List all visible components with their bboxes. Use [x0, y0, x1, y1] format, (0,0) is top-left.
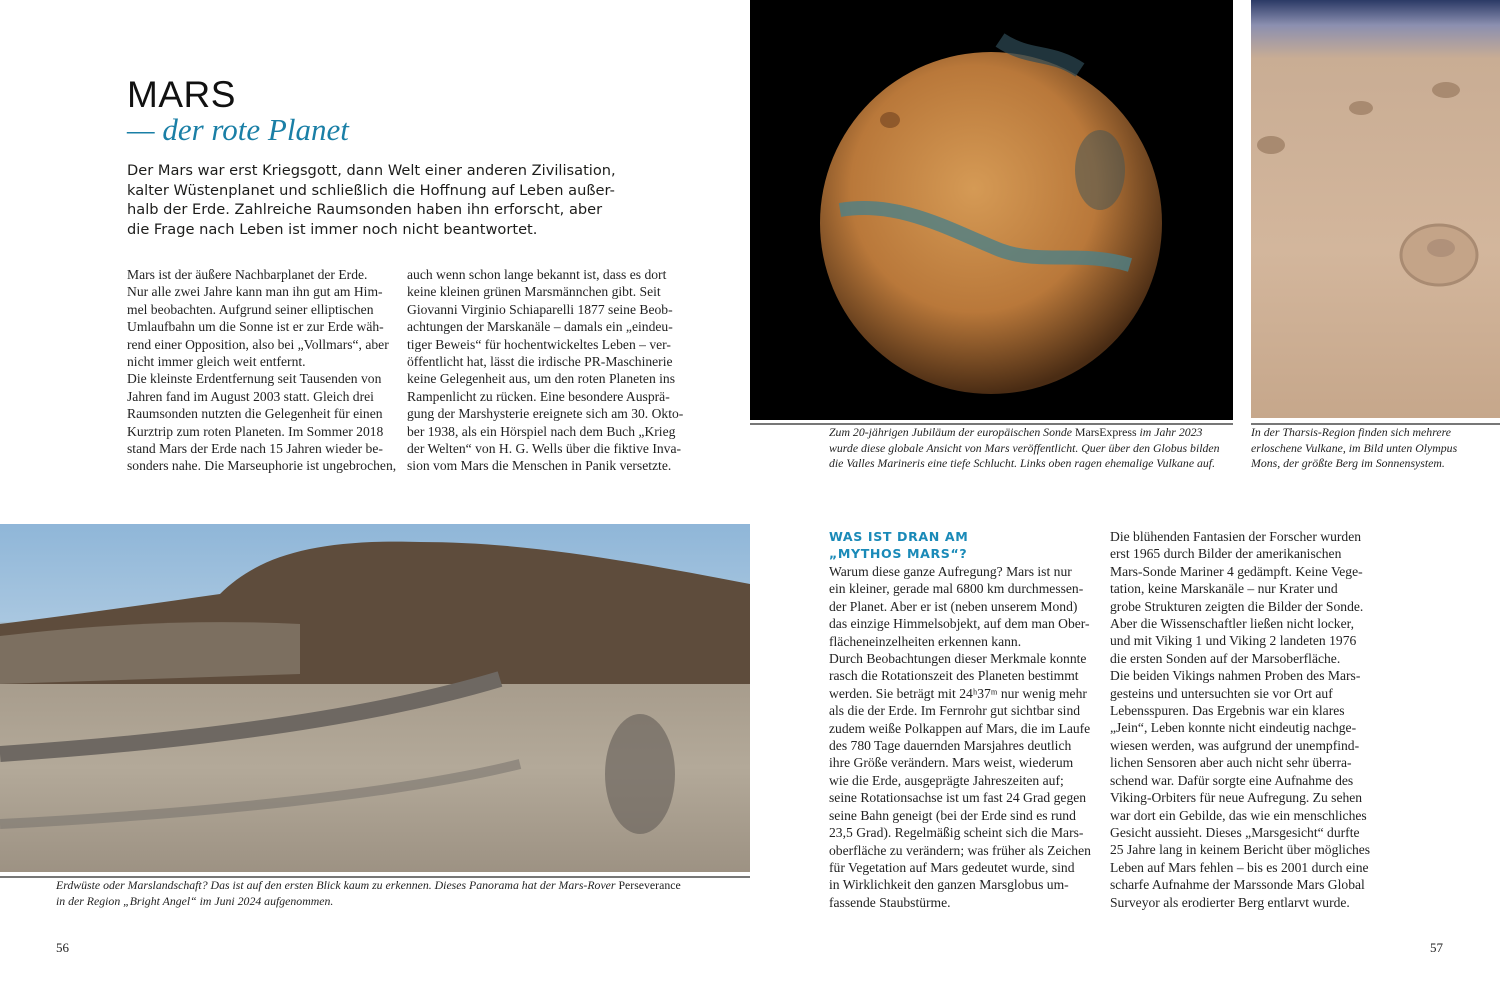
text-line: Rampenlicht zu rücken. Eine besondere Ausprä-: [407, 388, 670, 404]
text-line: keine kleinen grünen Marsmännchen gibt. Seit: [407, 284, 661, 300]
text-line: WAS IST DRAN AM: [829, 529, 969, 544]
text-line: und mit Viking 1 und Viking 2 landeten 1976: [1110, 633, 1357, 649]
text-line: der Welten“ von H. G. Wells über die fiktive Inva-: [407, 441, 682, 457]
caption-text: wurde diese globale Ansicht von Mars veröffentlicht. Quer über den Globus bilden: [829, 440, 1220, 455]
text-line: Lebensspuren. Das Ergebnis war ein klares: [1110, 703, 1345, 719]
body-column-2: [407, 266, 683, 475]
text-line: keine Gelegenheit aus, um den roten Planeten ins: [407, 371, 676, 387]
text-line: ein kleiner, gerade mal 6800 km durchmessen-: [829, 581, 1084, 597]
text-line: gesteins und untersuchten sie vor Ort auf: [1110, 685, 1333, 701]
text-line: Mons, der größte Berg im Sonnensystem.: [1251, 456, 1445, 470]
text-line: Kurztrip zum roten Planeten. Im Sommer 2018: [127, 423, 384, 439]
page-subtitle: — der rote Planet: [127, 112, 349, 147]
caption-text: Perseverance: [618, 878, 681, 892]
text-line: tiger Beweis“ für hochentwickeltes Leben – ver-: [407, 336, 671, 352]
text-line: Leben auf Mars fehlen – bis es 2001 durch eine: [1110, 859, 1369, 875]
text-line: Warum diese ganze Aufregung? Mars ist nur: [829, 564, 1072, 579]
text-line: der Planet. Aber er ist (neben unserem Mond): [829, 598, 1078, 614]
text-line: stand Mars der Erde nach 15 Jahren wieder be-: [127, 441, 383, 457]
text-line: achtungen der Marskanäle – damals ein „eindeu-: [407, 319, 673, 335]
text-line: lichen Sensoren aber auch nicht sehr überra-: [1110, 755, 1352, 771]
text-line: in Wirklichkeit den ganzen Marsglobus um-: [829, 877, 1069, 893]
text-line: die Frage nach Leben ist immer noch nicht beantwortet.: [127, 220, 538, 238]
section-heading: [829, 528, 968, 562]
text-line: flächeneinzelheiten erkennen kann.: [829, 633, 1022, 649]
text-line: seine Rotationsachse ist um fast 24 Grad gegen: [829, 790, 1087, 806]
text-line: das einzige Himmelsobjekt, auf dem man Ober-: [829, 616, 1090, 632]
text-line: fassende Staubstürme.: [829, 894, 951, 910]
text-line: scharfe Aufnahme der Marssonde Mars Global: [1110, 877, 1365, 893]
text-line: sion vom Mars die Menschen in Panik versetzte.: [407, 458, 672, 474]
text-line: Gesicht aussieht. Dieses „Marsgesicht“ durfte: [1110, 824, 1360, 840]
text-line: Aber die Wissenschaftler ließen nicht locker,: [1110, 616, 1355, 632]
text-line: tation, keine Marskanäle – nur Krater und: [1110, 581, 1338, 597]
text-line: werden. Sie beträgt mit 24ʰ37ᵐ nur wenig mehr: [829, 685, 1087, 701]
text-line: Surveyor als erodierter Berg entlarvt wurde.: [1110, 894, 1350, 910]
text-line: Die blühenden Fantasien der Forscher wurden: [1110, 529, 1362, 544]
text-line: Raumsonden nutzten die Gelegenheit für einen: [127, 406, 383, 422]
caption-tharsis: [1251, 425, 1457, 472]
caption-text: die Valles Marineris eine tiefe Schlucht. Links oben ragen ehemalige Vulkane auf.: [829, 456, 1216, 470]
text-line: wie die Erde, ausgeprägte Jahreszeiten auf;: [829, 772, 1064, 788]
text-line: öffentlicht hat, lässt die irdische PR-Maschinerie: [407, 354, 673, 370]
text-line: Die beiden Vikings nahmen Proben des Mars-: [1110, 668, 1361, 684]
text-line: 23,5 Grad). Regelmäßig scheint sich die Mars-: [829, 825, 1084, 841]
text-line: zudem weiße Polkappen auf Mars, die im Laufe: [829, 720, 1091, 736]
caption-text: MarsExpress: [1074, 425, 1137, 439]
text-line: grobe Strukturen zeigten die Bilder der Sonde.: [1110, 598, 1364, 614]
text-line: 25 Jahre lang in keinem Bericht über mögliches: [1110, 842, 1371, 858]
tharsis-volcanoes-image: [1251, 0, 1500, 418]
text-line: „MYTHOS MARS“?: [829, 546, 968, 561]
body-column-1: [127, 266, 396, 475]
page-number-right: 57: [1430, 940, 1443, 955]
caption-text: im Jahr 2023: [1136, 425, 1203, 439]
text-line: wiesen werden, was aufgrund der unempfind-: [1110, 737, 1360, 753]
page-number-left: 56: [56, 940, 69, 955]
text-line: sonders nahe. Die Marseuphorie ist ungebrochen,: [127, 458, 397, 474]
text-line: war dort ein Gebilde, das wie ein menschliches: [1110, 807, 1367, 823]
text-line: Die kleinste Erdentfernung seit Tausenden von: [127, 371, 382, 387]
text-line: rasch die Rotationszeit des Planeten bestimmt: [829, 668, 1079, 684]
text-line: oberfläche zu verändern; was früher als Zeichen: [829, 842, 1091, 858]
text-line: Jahren fand im August 2003 statt. Gleich drei: [127, 388, 374, 404]
caption-text: Erdwüste oder Marslandschaft? Das ist auf den ersten Blick kaum zu erkennen. Dieses Panorama hat der Mars-Rover: [56, 878, 619, 892]
caption-panorama: [56, 878, 681, 909]
mars-globe-image: [750, 0, 1233, 420]
text-line: In der Tharsis-Region finden sich mehrere: [1251, 425, 1451, 439]
text-line: Durch Beobachtungen dieser Merkmale konnte: [829, 651, 1087, 667]
intro-paragraph: [127, 161, 616, 239]
text-line: Der Mars war erst Kriegsgott, dann Welt einer anderen Zivilisation,: [127, 162, 616, 179]
text-line: Umlaufbahn um die Sonne ist er zur Erde wäh-: [127, 319, 384, 335]
text-line: „Jein“, Leben konnte nicht eindeutig nachge-: [1110, 720, 1357, 736]
text-line: halb der Erde. Zahlreiche Raumsonden haben ihn erforscht, aber: [127, 201, 603, 218]
caption-text: Zum 20-jährigen Jubiläum der europäischen Sonde: [829, 425, 1075, 439]
text-line: für Vegetation auf Mars gedeutet wurde, sind: [829, 859, 1075, 875]
text-line: nicht immer gleich weit entfernt.: [127, 354, 306, 370]
text-line: erst 1965 durch Bilder der amerikanischen: [1110, 546, 1342, 562]
mars-panorama-image: [0, 524, 750, 872]
text-line: ihre Größe verändern. Mars weist, wiederum: [829, 755, 1074, 771]
caption-globe: [829, 425, 1220, 472]
text-line: des 780 Tage dauernden Marsjahres deutlich: [829, 738, 1072, 754]
caption-text: in der Region „Bright Angel“ im Juni 2024 aufgenommen.: [56, 893, 334, 908]
page-title: MARS: [127, 74, 236, 115]
text-line: Mars-Sonde Mariner 4 gedämpft. Keine Vege-: [1110, 563, 1363, 579]
text-line: auch wenn schon lange bekannt ist, dass es dort: [407, 267, 667, 282]
text-line: als die der Erde. Im Fernrohr gut sichtbar sind: [829, 703, 1081, 719]
text-line: Giovanni Virginio Schiaparelli 1877 seine Beob-: [407, 301, 673, 317]
text-line: Mars ist der äußere Nachbarplanet der Erde.: [127, 267, 368, 282]
text-line: seine Bahn geneigt (bei der Erde sind es rund: [829, 807, 1076, 823]
text-line: erloschene Vulkane, im Bild unten Olympus: [1251, 440, 1458, 455]
text-line: kalter Wüstenplanet und schließlich die Hoffnung auf Leben außer-: [127, 181, 615, 199]
text-line: mel beobachten. Aufgrund seiner elliptischen: [127, 301, 374, 317]
text-line: rend einer Opposition, also bei „Vollmars“, aber: [127, 336, 389, 352]
text-line: ber 1938, als ein Hörspiel nach dem Buch „Krieg: [407, 423, 676, 439]
text-line: Nur alle zwei Jahre kann man ihn gut am Him-: [127, 284, 383, 300]
text-line: gung der Marshysterie ereignete sich am 30. Okto-: [407, 406, 684, 422]
body-column-4: [1110, 528, 1370, 911]
body-column-3: [829, 563, 1091, 911]
text-line: Viking-Orbiters für neue Aufregung. Zu sehen: [1110, 790, 1363, 806]
text-line: die ersten Sonden auf der Marsoberfläche.: [1110, 650, 1341, 666]
text-line: schend war. Dafür sorgte eine Aufnahme des: [1110, 772, 1354, 788]
